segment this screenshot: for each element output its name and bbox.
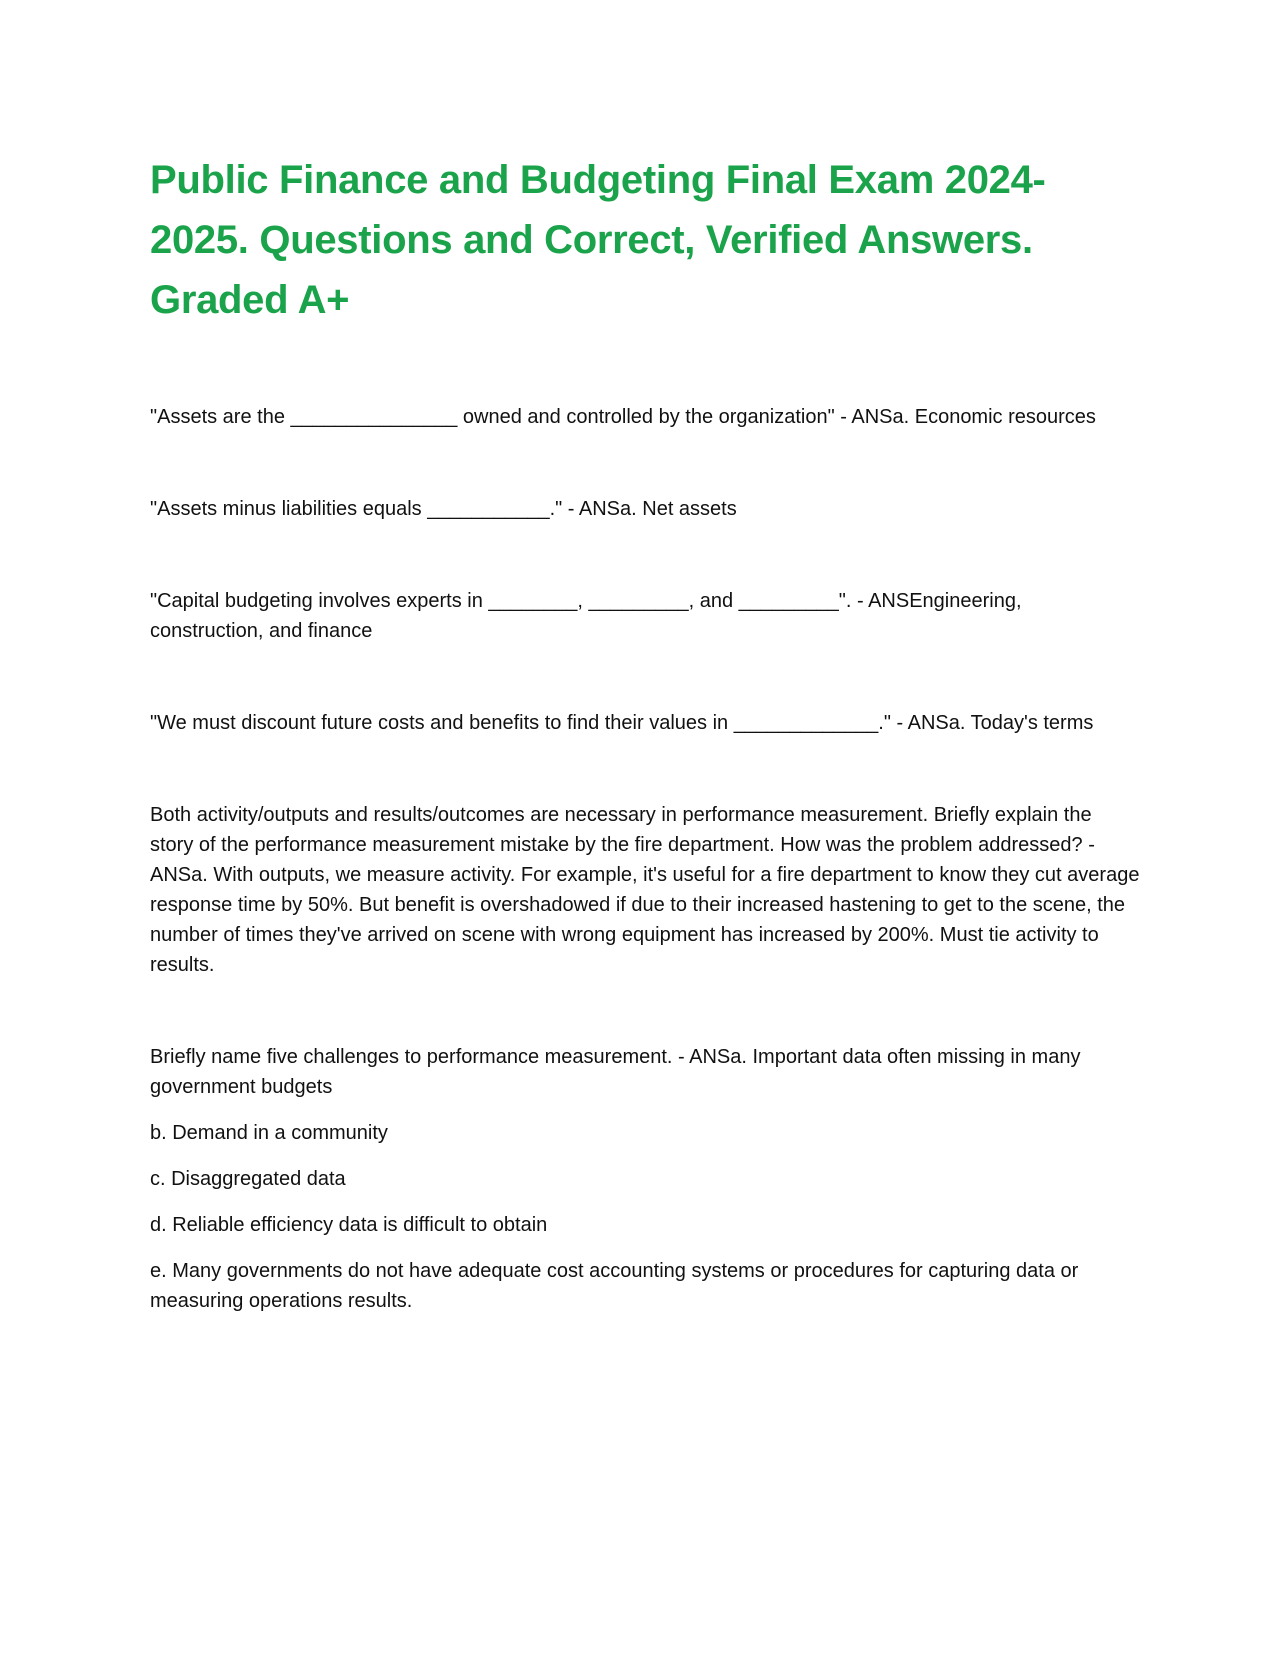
qa-entry-assets-definition: "Assets are the _______________ owned and controlled by the organization" - ANSa. Economic resources (150, 406, 1096, 428)
qa-entry-discount-future: "We must discount future costs and benefits to find their values in _____________." - ANSa. Today's terms (150, 712, 1094, 734)
qa-entry-fire-department: Both activity/outputs and results/outcomes are necessary in performance measurement. Briefly explain the story of the performance measurement mistake by the fire department. How was the problem addressed? - ANSa. With outputs, we measure activity. For example, it's useful for a fire department to know they cut average response time by 50%. But benefit is overshadowed if due to their increased hastening to get to the scene, the number of times they've arrived on scene with wrong equipment has increased by 200%. Must tie activity to results. (150, 804, 1140, 976)
qa-entry-capital-budgeting: "Capital budgeting involves experts in ________, _________, and _________". - ANSEngineering, construction, and finance (150, 590, 1022, 642)
document-content (150, 150, 1140, 1316)
qa-entry-five-challenges-question: Briefly name five challenges to performance measurement. - ANSa. Important data often missing in many government budgets (150, 1046, 1081, 1098)
challenge-item-c: c. Disaggregated data (150, 1168, 346, 1190)
qa-entry-five-challenges (150, 1042, 1140, 1316)
document-title: Public Finance and Budgeting Final Exam 2024-2025. Questions and Correct, Verified Answers. Graded A+ (150, 158, 1046, 322)
challenge-item-b: b. Demand in a community (150, 1122, 388, 1144)
challenge-item-e: e. Many governments do not have adequate cost accounting systems or procedures for capturing data or measuring operations results. (150, 1260, 1079, 1312)
challenge-item-d: d. Reliable efficiency data is difficult to obtain (150, 1214, 548, 1236)
qa-entry-net-assets: "Assets minus liabilities equals ___________." - ANSa. Net assets (150, 498, 737, 520)
